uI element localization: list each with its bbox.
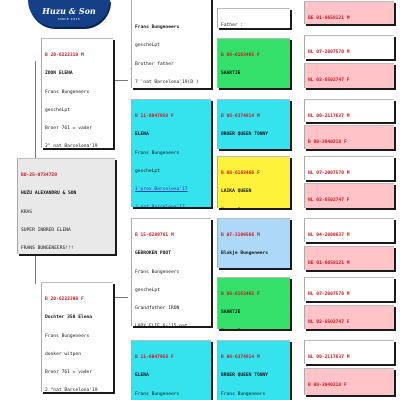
card-line xyxy=(221,329,287,330)
ring-number: NL 07-2007570 M xyxy=(308,50,350,56)
ring-number: NL 04-2000637 M xyxy=(308,233,350,239)
card-line: FRANS BUNGENEERS!!! xyxy=(21,245,74,251)
owner-name: HUZU ALEXANDRU & SON xyxy=(21,191,77,197)
ring-number: B 20-6222319 M xyxy=(45,53,84,59)
pedigree-card-elena-2[interactable] xyxy=(131,340,211,400)
logo-since: SINCE 2015 xyxy=(57,17,81,21)
pigeon-name: ELENA xyxy=(135,373,149,379)
card-line: Broer 761 = vader xyxy=(45,125,93,131)
result-link[interactable]: 1'prov Barcelona'17 xyxy=(135,186,188,192)
card-line: donker witpen xyxy=(45,351,81,357)
card-line: Frans Bungeneers xyxy=(135,269,180,275)
card-line: Broer 761 = vader xyxy=(45,369,93,375)
pedigree-card-blokje-bungeneers[interactable] xyxy=(217,218,290,268)
card-line: Father : xyxy=(221,23,244,28)
result-link[interactable] xyxy=(135,205,208,207)
ring-number: BE 01-6658121 M xyxy=(308,261,350,267)
pedigree-card-queen-tonny-3[interactable] xyxy=(304,305,394,329)
connector-line xyxy=(112,80,128,81)
pedigree-card-laika-queen[interactable] xyxy=(217,156,290,208)
pigeon-name: BROER QUEEN TONNY xyxy=(221,132,269,138)
pedigree-card-zoon-elena[interactable] xyxy=(41,38,113,148)
logo-brand: Huzu & Son xyxy=(42,6,96,16)
ring-number: NL 00-2117637 M xyxy=(308,114,350,120)
pigeon-name: Dochter 350 Elena xyxy=(45,315,93,321)
ring-number: B 06-6374814 M xyxy=(221,355,260,361)
pedigree-card-zoon-gouden-blauw-2[interactable] xyxy=(304,156,394,180)
pedigree-card-saartje[interactable] xyxy=(217,38,290,88)
ring-number: NL 02-6502747 F xyxy=(308,78,350,84)
card-line: SUPER INBRED ELENA xyxy=(21,227,71,233)
pedigree-card-zoon-gouden-blauw-3[interactable] xyxy=(304,277,394,301)
ring-number: BO-25-0734729 xyxy=(21,173,57,179)
pedigree-card-main-pigeon[interactable] xyxy=(17,158,115,254)
pedigree-card-elena[interactable] xyxy=(131,99,211,207)
connector-line xyxy=(35,61,36,159)
ring-number: B 15-6289761 M xyxy=(135,233,174,239)
pedigree-card-groenoogje-2[interactable] xyxy=(304,246,394,270)
ring-number: B 07-3109566 M xyxy=(221,233,260,239)
card-line xyxy=(221,208,287,209)
card-line: Frans Bungeneers xyxy=(135,150,180,156)
pedigree-card-broer-queen-tonny[interactable] xyxy=(217,99,290,149)
ring-number: NL 02-6502747 F xyxy=(308,320,350,326)
pigeon-name: LAIKA QUEEN xyxy=(221,189,252,195)
pigeon-name: BROER QUEEN TONNY xyxy=(221,373,269,379)
ring-number: B 08-6163465 F xyxy=(221,292,260,298)
ring-number: B 00-3040218 F xyxy=(308,140,347,146)
pigeon-name: SAARTJE xyxy=(221,71,241,77)
card-line: Grandfather IRON xyxy=(135,305,180,311)
pedigree-card-groenoogje[interactable] xyxy=(304,1,394,24)
card-line: Brother father xyxy=(135,61,174,67)
card-line: gescheLpt xyxy=(135,168,160,174)
pedigree-card-blokje-kouters[interactable] xyxy=(304,218,394,242)
pedigree-card-moed-1-nat-barcelona-2[interactable] xyxy=(304,368,394,395)
pedigree-card-brother-father[interactable] xyxy=(131,0,211,88)
huzu-logo xyxy=(28,0,110,27)
pigeon-name: ELENA xyxy=(135,132,149,138)
card-line: Frans Bungeneers xyxy=(221,391,266,397)
pedigree-card-saartje-2[interactable] xyxy=(217,277,290,329)
pedigree-card-gebroken-poot[interactable] xyxy=(131,218,211,326)
card-line: Frans Bungeneers xyxy=(135,391,180,397)
ring-number: B 08-6163466 F xyxy=(221,171,260,177)
ring-number: B 20-6222398 F xyxy=(45,297,84,303)
ring-number: NL 07-2007570 M xyxy=(308,171,350,177)
pigeon-name: GEBROKEN POOT xyxy=(135,251,171,257)
pigeon-name: ZOON ELENA xyxy=(45,71,73,77)
card-line: gescheLpt xyxy=(135,43,160,49)
pedigree-card-queen-tonny[interactable] xyxy=(304,63,394,88)
pedigree-card-de-witpen-2[interactable] xyxy=(304,340,394,364)
card-line: Frans Bungeneers xyxy=(45,333,90,339)
card-line: Frans Bungeneers xyxy=(45,89,90,95)
pigeon-name: Frans Bungeneers xyxy=(135,25,180,31)
ring-number: B 11-6047958 F xyxy=(135,355,174,361)
ring-number: NL 00-2117637 M xyxy=(308,355,350,361)
pigeon-name: Blokje Bungeneers xyxy=(221,251,269,257)
ring-number: BE 01-6658121 M xyxy=(308,16,350,22)
pedigree-card-broer-queen-tonny-2[interactable] xyxy=(217,340,290,400)
ring-number: B 00-3040218 F xyxy=(308,383,347,389)
pedigree-card-dochter-elena[interactable] xyxy=(41,282,113,392)
connector-line xyxy=(35,254,36,284)
ring-number: B 11-6047958 F xyxy=(135,114,174,120)
ring-number: NL 07-2007570 M xyxy=(308,292,350,298)
card-line: 2 "nat Barcelona'19 xyxy=(45,388,98,392)
pedigree-card-zoon-gouden-blauw[interactable] xyxy=(304,35,394,59)
pedigree-card-father-primus[interactable] xyxy=(217,8,290,28)
card-line: 2" nat Barcelona'19 xyxy=(45,144,98,148)
pigeon-name: SAARTJE xyxy=(221,310,241,316)
ring-number: B 08-6163465 F xyxy=(221,53,260,59)
pedigree-card-queen-tonny-2[interactable] xyxy=(304,183,394,208)
ring-number: NL 02-6502747 F xyxy=(308,198,350,204)
card-line xyxy=(135,324,208,326)
card-line: gescheLpt xyxy=(135,287,160,293)
connector-line xyxy=(112,297,128,298)
pedigree-card-de-witpen[interactable] xyxy=(304,99,394,122)
card-line: 7 'nat Barcelona'19(D ) xyxy=(135,79,199,85)
card-line: gescheLpt xyxy=(45,107,70,113)
card-line: KRAS xyxy=(21,209,33,215)
ring-number: B 06-6374814 M xyxy=(221,114,260,120)
pedigree-card-moed-1-nat-barcelona[interactable] xyxy=(304,125,394,149)
